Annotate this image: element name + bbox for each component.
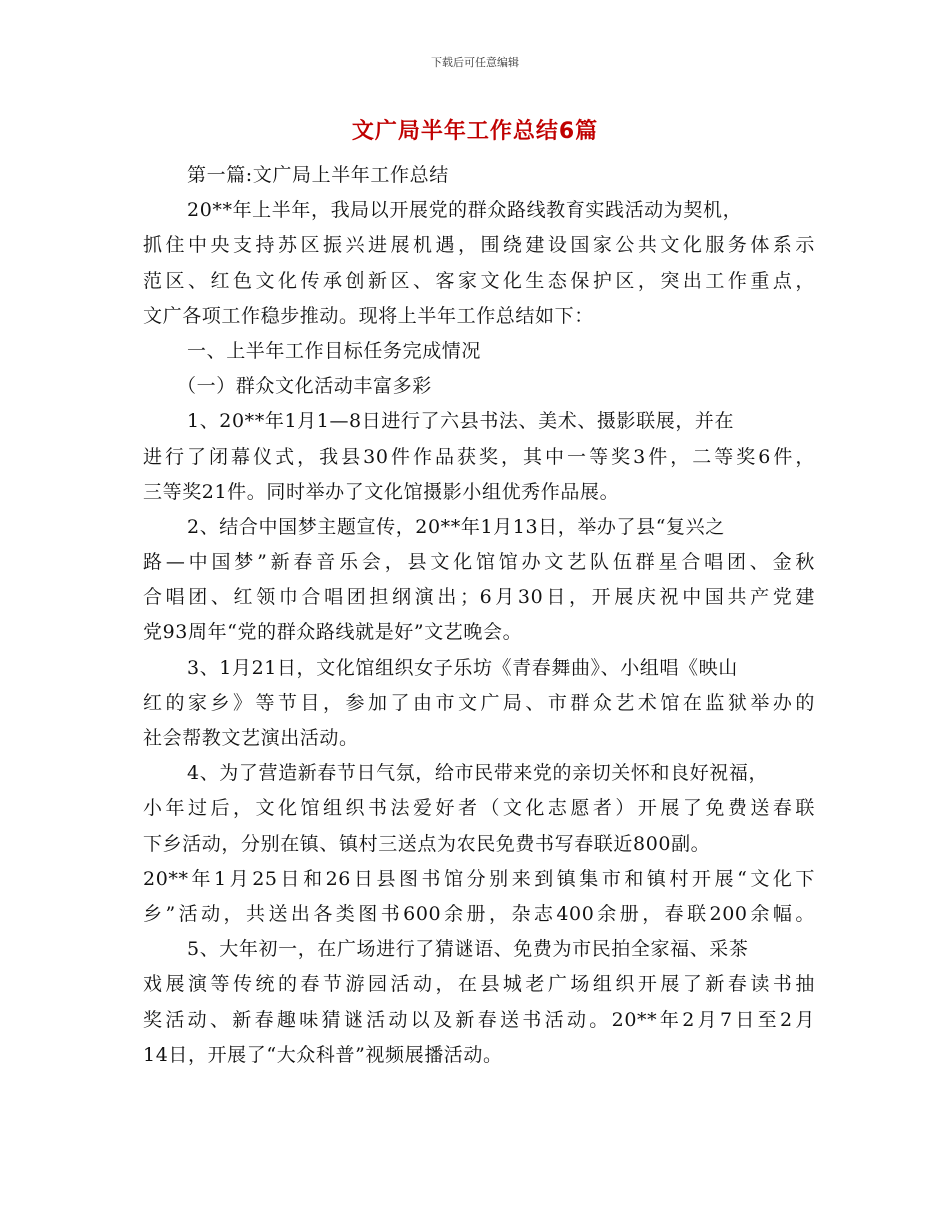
paragraph-line: 党93周年“党的群众路线就是好”文艺晚会。: [143, 621, 523, 644]
section-heading: 一、上半年工作目标任务完成情况: [187, 339, 482, 362]
paragraph-line: 社会帮教文艺演出活动。: [143, 727, 359, 749]
paragraph-line: 戏展演等传统的春节游园活动，在县城老广场组织开展了新春读书抽: [143, 973, 815, 996]
document-title: 文广局半年工作总结6篇: [351, 119, 599, 144]
subsection-heading: （一）群众文化活动丰富多彩: [177, 375, 432, 398]
paragraph-line: 3、1月21日，文化馆组织女子乐坊《青春舞曲》、小组唱《映山: [187, 656, 738, 679]
paragraph-line: 2、结合中国梦主题宣传，20**年1月13日，举办了县“复兴之: [187, 515, 725, 538]
paragraph-line: 抓住中央支持苏区振兴进展机遇，围绕建设国家公共文化服务体系示: [143, 234, 815, 257]
header-note: 下载后可任意编辑: [431, 56, 519, 69]
paragraph-line: 20**年上半年，我局以开展党的群众路线教育实践活动为契机，: [187, 199, 743, 222]
paragraph-line: 20**年1月25日和26日县图书馆分别来到镇集市和镇村开展“文化下: [143, 867, 815, 890]
paragraph-line: 奖活动、新春趣味猜谜活动以及新春送书活动。20**年2月7日至2月: [143, 1008, 815, 1031]
paragraph-line: 4、为了营造新春节日气氛，给市民带来党的亲切关怀和良好祝福，: [187, 762, 769, 785]
paragraph-line: 合唱团、红领巾合唱团担纲演出；6月30日，开展庆祝中国共产党建: [143, 586, 815, 609]
paragraph-line: 5、大年初一，在广场进行了猜谜语、免费为市民拍全家福、采茶: [187, 938, 749, 961]
paragraph-line: 乡”活动，共送出各类图书600余册，杂志400余册，春联200余幅。: [143, 902, 815, 925]
paragraph-line: 范区、红色文化传承创新区、客家文化生态保护区，突出工作重点，: [143, 269, 815, 292]
paragraph-line: 小年过后，文化馆组织书法爱好者（文化志愿者）开展了免费送春联: [143, 797, 815, 820]
paragraph-line: 文广各项工作稳步推动。现将上半年工作总结如下：: [143, 304, 594, 327]
paragraph-line: 路—中国梦”新春音乐会，县文化馆馆办文艺队伍群星合唱团、金秋: [143, 551, 815, 574]
section-heading: 第一篇:文广局上半年工作总结: [187, 164, 449, 186]
paragraph-line: 下乡活动，分别在镇、镇村三送点为农民免费书写春联近800副。: [143, 832, 711, 855]
document-body: [143, 158, 815, 1073]
paragraph-line: 三等奖21件。同时举办了文化馆摄影小组优秀作品展。: [143, 480, 620, 503]
paragraph-line: 14日，开展了“大众科普”视频展播活动。: [143, 1043, 503, 1066]
paragraph-line: 进行了闭幕仪式，我县30件作品获奖，其中一等奖3件，二等奖6件，: [143, 445, 815, 468]
paragraph-line: 1、20**年1月1—8日进行了六县书法、美术、摄影联展，并在: [187, 410, 735, 433]
paragraph-line: 红的家乡》等节目，参加了由市文广局、市群众艺术馆在监狱举办的: [143, 691, 815, 714]
